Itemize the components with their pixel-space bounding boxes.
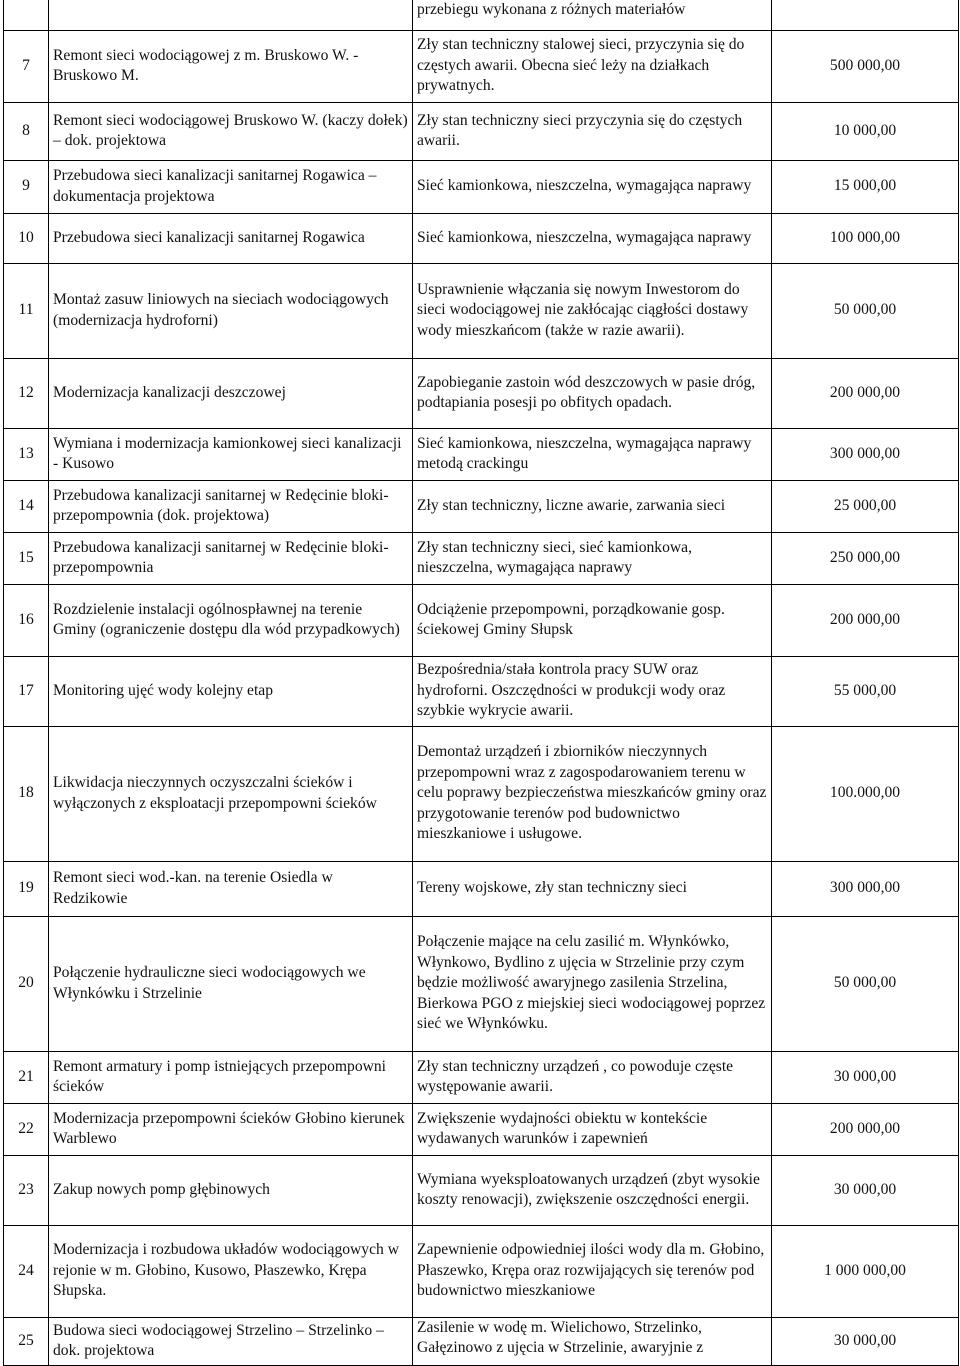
row-justification: Wymiana wyeksploatowanych urządzeń (zbyt wysokie koszty renowacji), zwiększenie oszczędności energii. — [417, 1170, 760, 1208]
table-row — [4, 0, 959, 30]
row-number: 8 — [22, 121, 30, 139]
row-amount: 250 000,00 — [829, 548, 901, 566]
table-cell-reason — [413, 532, 772, 584]
table-cell-amount — [772, 584, 959, 656]
table-cell-no — [4, 358, 49, 428]
row-number: 18 — [18, 784, 34, 802]
table-cell-no — [4, 1155, 49, 1225]
table-cell-reason — [413, 358, 772, 428]
table-cell-desc — [49, 30, 413, 102]
table-cell-desc — [49, 102, 413, 160]
row-justification: Zły stan techniczny sieci przyczynia się do częstych awarii. — [417, 111, 743, 149]
row-number: 19 — [18, 879, 34, 897]
table-cell-no — [4, 428, 49, 480]
table-cell-no — [4, 916, 49, 1051]
table-cell-desc — [49, 1317, 413, 1365]
row-description: Remont sieci wod.-kan. na terenie Osiedla w Redzikowie — [53, 869, 333, 907]
table-row — [4, 726, 959, 861]
row-amount: 500 000,00 — [829, 56, 901, 74]
row-justification: Zapewnienie odpowiedniej ilości wody dla m. Głobino, Płaszewko, Krępa oraz rozwijających się terenów pod budownictwo mieszkaniowe — [417, 1241, 765, 1300]
table-row — [4, 916, 959, 1051]
table-row — [4, 861, 959, 916]
table-cell-desc — [49, 0, 413, 30]
table-cell-amount — [772, 1103, 959, 1155]
table-body — [4, 0, 959, 1365]
row-description: Rozdzielenie instalacji ogólnospławnej na terenie Gminy (ograniczenie dostępu dla wód przypadkowych) — [53, 600, 400, 638]
table-cell-no — [4, 584, 49, 656]
table-cell-reason — [413, 428, 772, 480]
row-justification: Zły stan techniczny urządzeń , co powoduje częste występowanie awarii. — [417, 1057, 734, 1095]
table-cell-desc — [49, 1103, 413, 1155]
table-row — [4, 30, 959, 102]
row-amount: 200 000,00 — [829, 1119, 901, 1137]
table-cell-reason — [413, 263, 772, 358]
table-cell-reason — [413, 30, 772, 102]
table-cell-reason — [413, 1317, 772, 1365]
table-cell-desc — [49, 358, 413, 428]
row-description: Modernizacja przepompowni ścieków Głobino kierunek Warblewo — [53, 1109, 405, 1147]
row-number: 7 — [22, 56, 30, 74]
table-row — [4, 1103, 959, 1155]
table-cell-amount — [772, 102, 959, 160]
table-row — [4, 532, 959, 584]
table-row — [4, 160, 959, 213]
row-description: Modernizacja kanalizacji deszczowej — [53, 383, 286, 401]
row-justification: Zapobieganie zastoin wód deszczowych w pasie dróg, podtapiania posesji po obfitych opadach. — [417, 373, 756, 411]
table-cell-no — [4, 1317, 49, 1365]
table-cell-reason — [413, 656, 772, 726]
table-cell-amount — [772, 1051, 959, 1103]
table-cell-no — [4, 1103, 49, 1155]
table-cell-reason — [413, 213, 772, 263]
table-cell-no — [4, 1225, 49, 1317]
table-cell-no — [4, 160, 49, 213]
table-cell-no — [4, 1051, 49, 1103]
table-row — [4, 1317, 959, 1365]
table-cell-amount — [772, 1317, 959, 1365]
table-cell-amount — [772, 213, 959, 263]
table-row — [4, 358, 959, 428]
row-number: 12 — [18, 383, 34, 401]
table-cell-amount — [772, 726, 959, 861]
row-amount: 300 000,00 — [829, 444, 901, 462]
table-cell-no — [4, 263, 49, 358]
row-description: Remont sieci wodociągowej z m. Bruskowo W. - Bruskowo M. — [53, 46, 359, 84]
row-justification: Odciążenie przepompowni, porządkowanie gosp. ściekowej Gminy Słupsk — [417, 600, 725, 638]
row-amount: 30 000,00 — [833, 1180, 897, 1198]
table-cell-reason — [413, 726, 772, 861]
row-description: Monitoring ujęć wody kolejny etap — [53, 681, 274, 699]
row-number: 10 — [18, 228, 34, 246]
table-cell-reason — [413, 1225, 772, 1317]
table-cell-amount — [772, 916, 959, 1051]
table-cell-amount — [772, 263, 959, 358]
row-justification: Tereny wojskowe, zły stan techniczny sieci — [417, 879, 687, 897]
table-row — [4, 480, 959, 532]
table-cell-amount — [772, 1155, 959, 1225]
table-cell-amount — [772, 480, 959, 532]
row-description: Przebudowa sieci kanalizacji sanitarnej Rogawica – dokumentacja projektowa — [53, 167, 377, 205]
table-cell-desc — [49, 916, 413, 1051]
row-amount: 50 000,00 — [833, 301, 897, 319]
row-amount: 100.000,00 — [829, 784, 901, 802]
table-row — [4, 263, 959, 358]
row-number: 15 — [18, 548, 34, 566]
table-cell-amount — [772, 532, 959, 584]
row-amount: 50 000,00 — [833, 974, 897, 992]
table-cell-reason — [413, 1051, 772, 1103]
row-amount: 30 000,00 — [833, 1067, 897, 1085]
table-cell-no — [4, 480, 49, 532]
table-cell-amount — [772, 0, 959, 30]
table-cell-desc — [49, 480, 413, 532]
row-justification: Zwiększenie wydajności obiektu w kontekście wydawanych warunków i zapewnień — [417, 1109, 708, 1147]
row-number: 11 — [18, 301, 34, 319]
row-justification: Bezpośrednia/stała kontrola pracy SUW oraz hydroforni. Oszczędności w produkcji wody oraz szybkie wykrycie awarii. — [417, 661, 726, 720]
row-number: 24 — [18, 1261, 34, 1279]
row-amount: 25 000,00 — [833, 496, 897, 514]
table-cell-reason — [413, 584, 772, 656]
row-justification: Sieć kamionkowa, nieszczelna, wymagająca naprawy metodą crackingu — [417, 434, 752, 472]
row-justification: Sieć kamionkowa, nieszczelna, wymagająca naprawy — [417, 228, 752, 246]
table-cell-no — [4, 532, 49, 584]
table-cell-desc — [49, 1225, 413, 1317]
row-amount: 55 000,00 — [833, 681, 897, 699]
row-amount: 200 000,00 — [829, 383, 901, 401]
table-cell-reason — [413, 861, 772, 916]
table-cell-reason — [413, 480, 772, 532]
table-cell-amount — [772, 358, 959, 428]
table-cell-no — [4, 0, 49, 30]
table-cell-amount — [772, 160, 959, 213]
table-cell-desc — [49, 1155, 413, 1225]
row-number: 23 — [18, 1180, 34, 1198]
table-row — [4, 584, 959, 656]
table-row — [4, 102, 959, 160]
row-description: Zakup nowych pomp głębinowych — [53, 1180, 270, 1198]
row-description: Montaż zasuw liniowych na sieciach wodociągowych (modernizacja hydroforni) — [53, 291, 389, 329]
table-row — [4, 656, 959, 726]
table-cell-reason — [413, 102, 772, 160]
row-description: Wymiana i modernizacja kamionkowej sieci kanalizacji - Kusowo — [53, 434, 402, 472]
row-justification: Połączenie mające na celu zasilić m. Włynkówko, Włynkowo, Bydlino z ujęcia w Strzelinie przy czym będzie możliwość awaryjnego zasilenia Strzelina, Bierkowa PGO z miejskiej sieci wodociągowej poprzez sieć we Włynkówku. — [417, 933, 766, 1033]
row-justification: Zły stan techniczny stalowej sieci, przyczynia się do częstych awarii. Obecna sieć leży na działkach prywatnych. — [417, 36, 745, 95]
row-number: 25 — [18, 1331, 34, 1349]
row-amount: 30 000,00 — [833, 1331, 897, 1349]
table-cell-no — [4, 30, 49, 102]
investment-table — [3, 0, 959, 1366]
table-cell-reason — [413, 916, 772, 1051]
table-cell-desc — [49, 726, 413, 861]
table-cell-desc — [49, 861, 413, 916]
row-number: 17 — [18, 681, 34, 699]
row-justification: Sieć kamionkowa, nieszczelna, wymagająca naprawy — [417, 177, 752, 195]
table-row — [4, 1051, 959, 1103]
row-number: 14 — [18, 496, 34, 514]
row-description: Przebudowa kanalizacji sanitarnej w Redęcinie bloki-przepompownia (dok. projektowa) — [53, 486, 389, 524]
row-amount: 300 000,00 — [829, 879, 901, 897]
table-cell-reason — [413, 1155, 772, 1225]
row-justification: Zasilenie w wodę m. Wielichowo, Strzelinko, Gałęzinowo z ujęcia w Strzelinie, awaryjnie z — [417, 1318, 704, 1356]
row-description: Przebudowa kanalizacji sanitarnej w Redęcinie bloki-przepompownia — [53, 538, 389, 576]
row-amount: 1 000 000,00 — [824, 1261, 906, 1279]
table-cell-amount — [772, 30, 959, 102]
row-number: 20 — [18, 974, 34, 992]
table-cell-desc — [49, 428, 413, 480]
row-justification: Zły stan techniczny sieci, sieć kamionkowa, nieszczelna, wymagająca naprawy — [417, 538, 692, 576]
row-amount: 100 000,00 — [829, 228, 901, 246]
row-description: Remont sieci wodociągowej Bruskowo W. (kaczy dołek) – dok. projektowa — [53, 111, 408, 149]
row-description: Przebudowa sieci kanalizacji sanitarnej Rogawica — [53, 228, 365, 246]
row-description: Modernizacja i rozbudowa układów wodociągowych w rejonie w m. Głobino, Kusowo, Płaszewko, Krępa Słupska. — [53, 1241, 399, 1300]
table-row — [4, 213, 959, 263]
table-cell-no — [4, 726, 49, 861]
table-row — [4, 1155, 959, 1225]
table-row — [4, 428, 959, 480]
table-cell-amount — [772, 656, 959, 726]
table-cell-amount — [772, 861, 959, 916]
row-justification: Zły stan techniczny, liczne awarie, zarwania sieci — [417, 496, 726, 514]
row-justification: Usprawnienie włączania się nowym Inwestorom do sieci wodociągowej nie zakłócając ciągłości dostawy wody mieszkańcom (także w razie awarii). — [417, 280, 749, 339]
table-cell-no — [4, 102, 49, 160]
row-number: 9 — [22, 177, 30, 195]
table-cell-desc — [49, 213, 413, 263]
row-amount: 10 000,00 — [833, 121, 897, 139]
table-cell-no — [4, 861, 49, 916]
row-description: Połączenie hydrauliczne sieci wodociągowych we Włynkówku i Strzelinie — [53, 964, 366, 1002]
table-cell-no — [4, 213, 49, 263]
table-cell-desc — [49, 532, 413, 584]
row-description: Remont armatury i pomp istniejących przepompowni ścieków — [53, 1057, 387, 1095]
table-cell-desc — [49, 263, 413, 358]
table-row — [4, 1225, 959, 1317]
table-cell-amount — [772, 428, 959, 480]
row-description: Budowa sieci wodociągowej Strzelino – Strzelinko – dok. projektowa — [53, 1321, 384, 1359]
table-cell-reason — [413, 0, 772, 30]
row-amount: 15 000,00 — [833, 177, 897, 195]
top-fragment-text: przebiegu wykonana z różnych materiałów — [417, 1, 686, 18]
table-cell-reason — [413, 1103, 772, 1155]
row-number: 16 — [18, 610, 34, 628]
table-cell-desc — [49, 584, 413, 656]
row-amount: 200 000,00 — [829, 610, 901, 628]
row-number: 21 — [18, 1067, 34, 1085]
table-cell-desc — [49, 656, 413, 726]
row-description: Likwidacja nieczynnych oczyszczalni ścieków i wyłączonych z eksploatacji przepompowni ścieków — [53, 774, 377, 812]
table-cell-desc — [49, 1051, 413, 1103]
table-cell-desc — [49, 160, 413, 213]
table-cell-amount — [772, 1225, 959, 1317]
row-justification: Demontaż urządzeń i zbiorników nieczynnych przepompowni wraz z zagospodarowaniem terenu w celu poprawy bezpieczeństwa mieszkańców gminy oraz przygotowanie terenów pod budownictwo mieszkaniowe i usługowe. — [417, 743, 767, 843]
row-number: 22 — [18, 1119, 34, 1137]
table-cell-no — [4, 656, 49, 726]
row-number: 13 — [18, 444, 34, 462]
table-cell-reason — [413, 160, 772, 213]
